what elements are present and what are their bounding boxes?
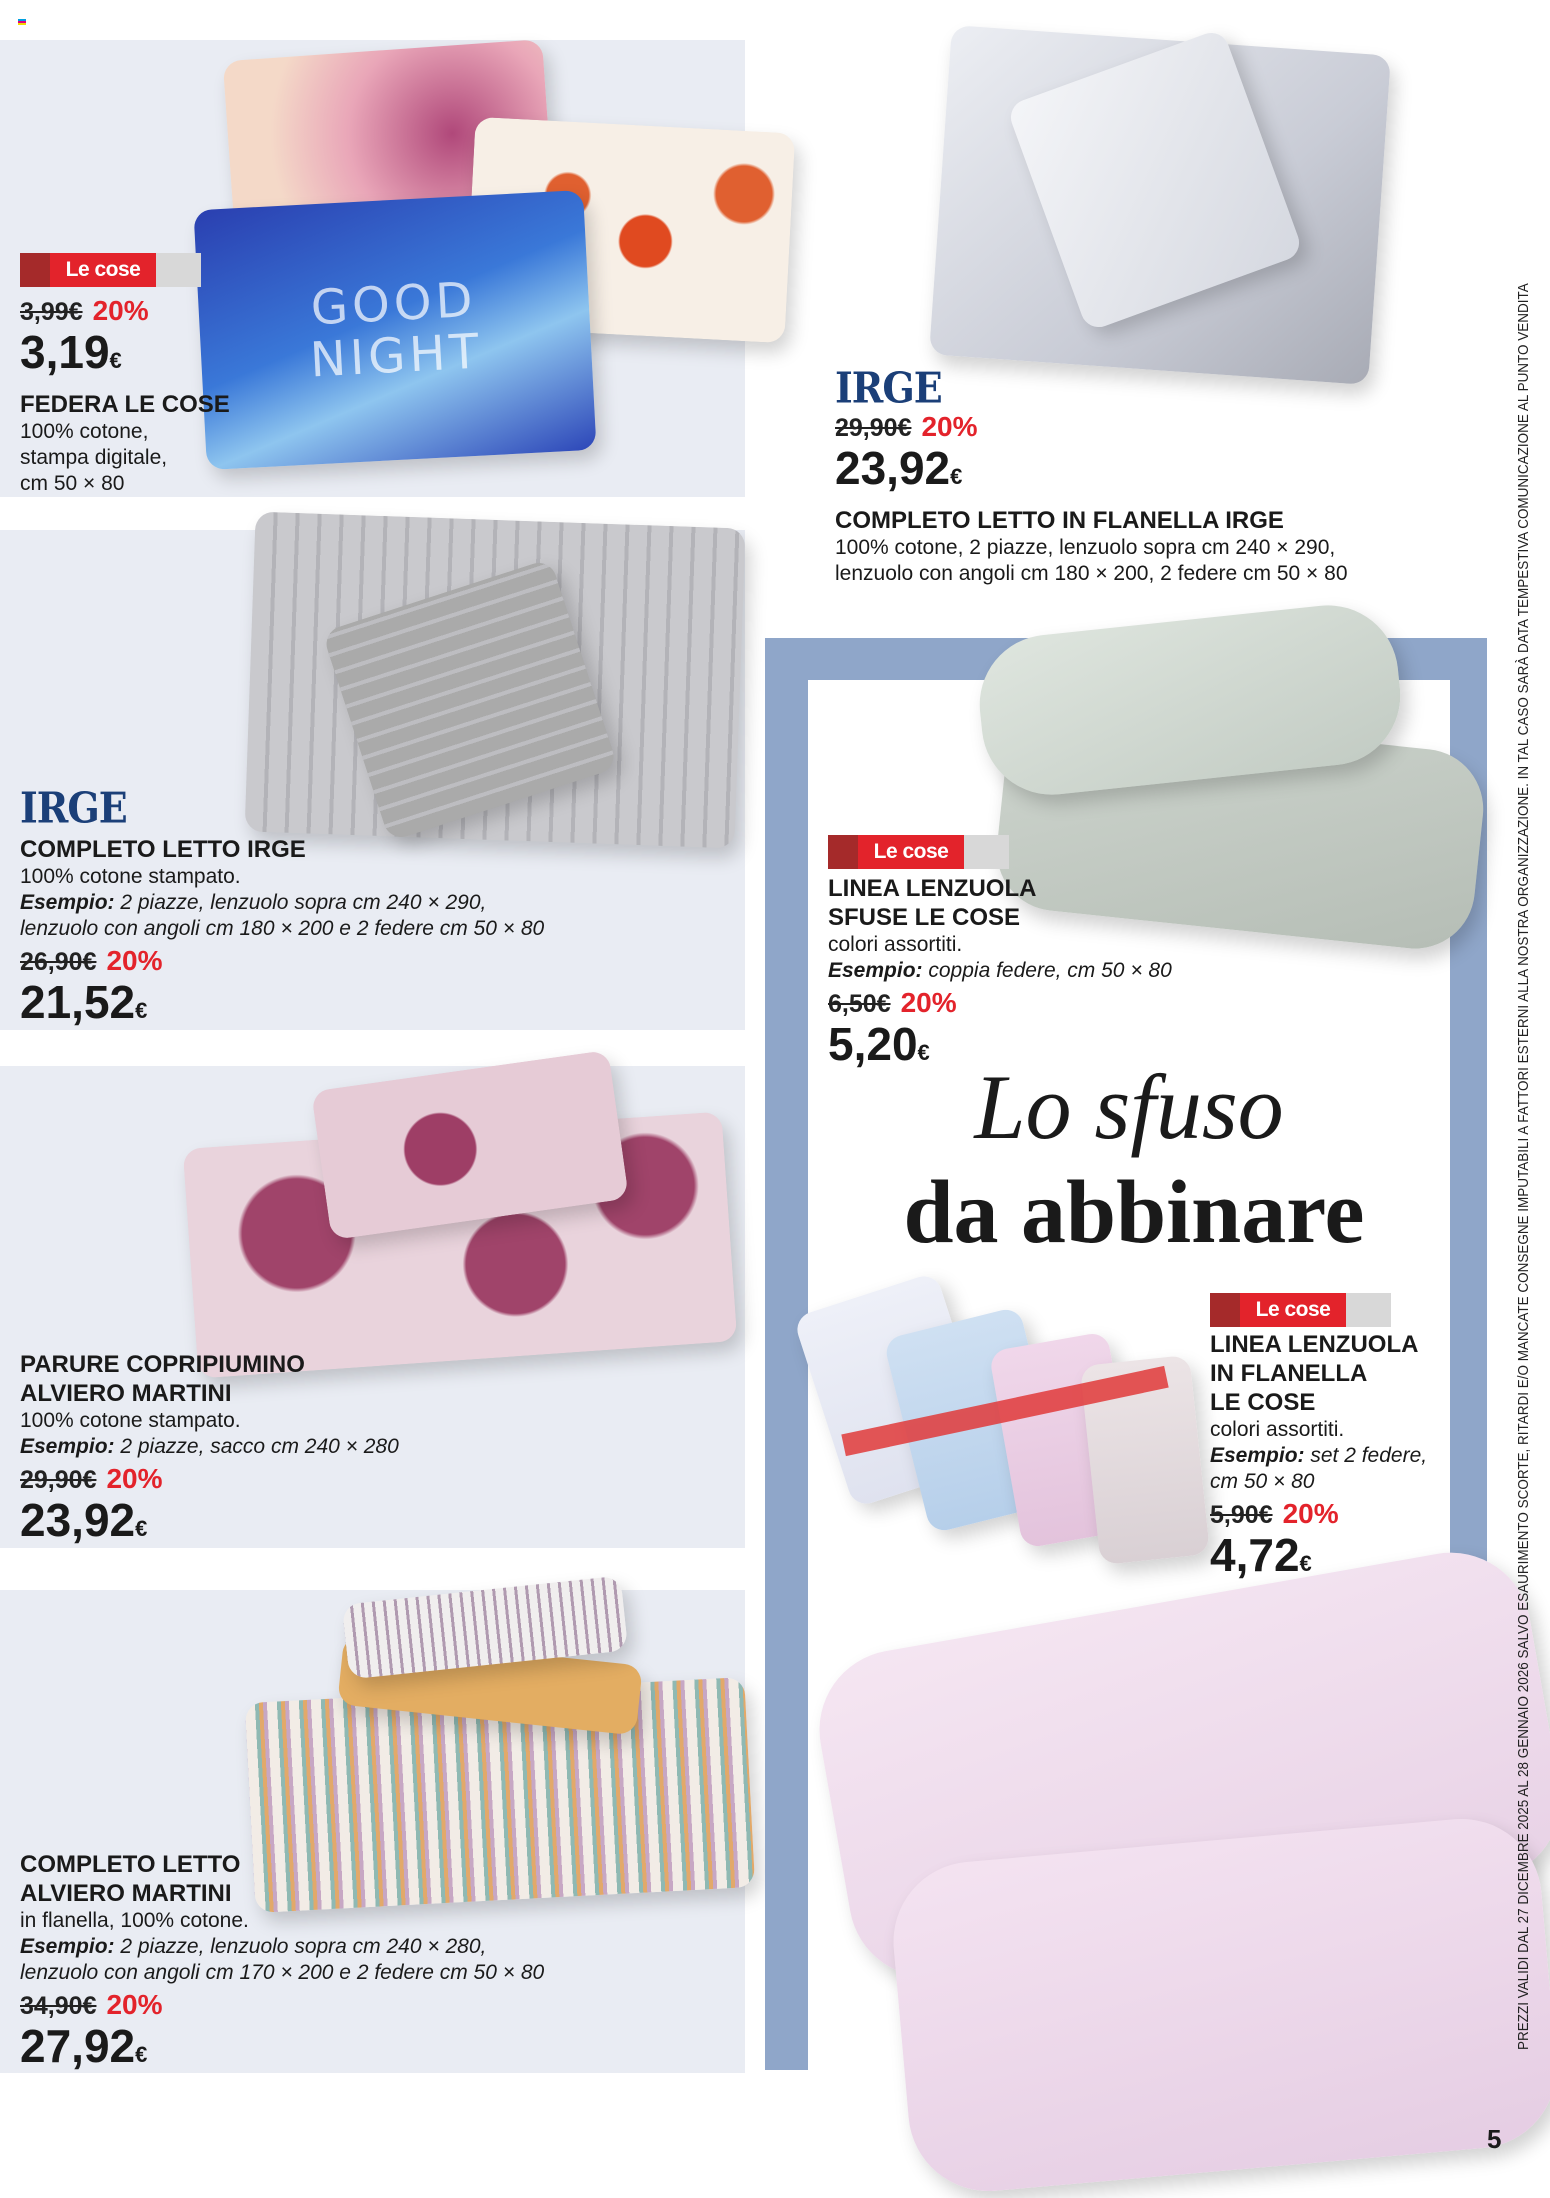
le-cose-badge: Le cose xyxy=(20,253,156,287)
pillow-print-text: GOOD NIGHT xyxy=(308,271,485,389)
product-desc: in flanella, 100% cotone. xyxy=(20,1909,249,1932)
headline xyxy=(808,1055,1450,1265)
discount: 20% xyxy=(92,295,149,326)
price: 5,20€ xyxy=(828,1018,930,1070)
old-price: 29,90€ xyxy=(20,1466,97,1494)
product-completo-irge xyxy=(20,835,544,1036)
irge-logo: IRGE xyxy=(20,782,127,833)
page-number: 5 xyxy=(1487,2124,1502,2154)
price: 23,92€ xyxy=(20,1494,148,1546)
discount: 20% xyxy=(106,945,163,976)
product-image-pink-pillow-front xyxy=(887,1812,1550,2197)
headline-line-1: Lo sfuso xyxy=(974,1056,1284,1158)
irge-logo: IRGE xyxy=(835,362,942,413)
print-color-marks xyxy=(18,19,26,25)
discount: 20% xyxy=(106,1989,163,2020)
product-example: Esempio: coppia federe, cm 50 × 80 xyxy=(828,959,1172,982)
price: 4,72€ xyxy=(1210,1529,1312,1581)
price: 3,19€ xyxy=(20,326,122,378)
product-desc: 100% cotone, stampa digitale, cm 50 × 80 xyxy=(20,420,168,495)
old-price: 26,90€ xyxy=(20,948,97,976)
discount: 20% xyxy=(1282,1498,1339,1529)
price: 21,52€ xyxy=(20,976,148,1028)
product-federa xyxy=(20,292,230,497)
old-price: 3,99€ xyxy=(20,298,83,326)
discount: 20% xyxy=(900,987,957,1018)
product-linea-flanella xyxy=(1210,1330,1427,1589)
product-desc: 100% cotone, 2 piazze, lenzuolo sopra cm 240 × 290, lenzuolo con angoli cm 180 × 200, 2 federe cm 50 × 80 xyxy=(835,536,1348,585)
product-completo-flanella-irge xyxy=(835,408,1348,587)
product-completo-alviero xyxy=(20,1850,544,2080)
product-title: FEDERA LE COSE xyxy=(20,391,230,418)
old-price: 6,50€ xyxy=(828,990,891,1018)
discount: 20% xyxy=(106,1463,163,1494)
product-title: LINEA LENZUOLA IN FLANELLA LE COSE xyxy=(1210,1331,1419,1416)
product-parure-alviero xyxy=(20,1350,399,1554)
product-image-goodnight-pillow xyxy=(193,190,596,470)
price: 27,92€ xyxy=(20,2020,148,2072)
le-cose-badge: Le cose xyxy=(1210,1293,1346,1327)
product-example: Esempio: 2 piazze, lenzuolo sopra cm 240 × 290, lenzuolo con angoli cm 180 × 200 e 2 federe cm 50 × 80 xyxy=(20,891,545,940)
validity-disclaimer: PREZZI VALIDI DAL 27 DICEMBRE 2025 AL 28 GENNAIO 2026 SALVO ESAURIMENTO SCORTE, RITARDI E/O MANCATE CONSEGNE IMPUTABILI A FATTORI ESTERNI ALLA NOSTRA ORGANIZZAZIONE. IN TAL CASO SARÀ DATA TEMPESTIVA COMUNICAZIONE AL PUNTO VENDITA xyxy=(1516,283,1532,2050)
product-desc: colori assortiti. xyxy=(828,933,963,956)
old-price: 5,90€ xyxy=(1210,1501,1273,1529)
product-title: PARURE COPRIPIUMINO ALVIERO MARTINI xyxy=(20,1351,305,1407)
discount: 20% xyxy=(921,411,978,442)
product-title: LINEA LENZUOLA SFUSE LE COSE xyxy=(828,875,1037,931)
product-title: COMPLETO LETTO ALVIERO MARTINI xyxy=(20,1851,241,1907)
product-desc: colori assortiti. xyxy=(1210,1418,1345,1441)
old-price: 29,90€ xyxy=(835,414,912,442)
price: 23,92€ xyxy=(835,442,963,494)
product-desc: 100% cotone stampato. xyxy=(20,1409,241,1432)
product-title: COMPLETO LETTO IN FLANELLA IRGE xyxy=(835,507,1284,534)
product-linea-sfuse xyxy=(828,874,1172,1078)
product-title: COMPLETO LETTO IRGE xyxy=(20,836,306,863)
product-example: Esempio: set 2 federe, cm 50 × 80 xyxy=(1210,1444,1428,1493)
product-example: Esempio: 2 piazze, sacco cm 240 × 280 xyxy=(20,1435,399,1458)
product-example: Esempio: 2 piazze, lenzuolo sopra cm 240 × 280, lenzuolo con angoli cm 170 × 200 e 2 federe cm 50 × 80 xyxy=(20,1935,545,1984)
product-desc: 100% cotone stampato. xyxy=(20,865,241,888)
headline-line-2: da abbinare xyxy=(903,1163,1365,1262)
le-cose-badge: Le cose xyxy=(828,835,964,869)
old-price: 34,90€ xyxy=(20,1992,97,2020)
